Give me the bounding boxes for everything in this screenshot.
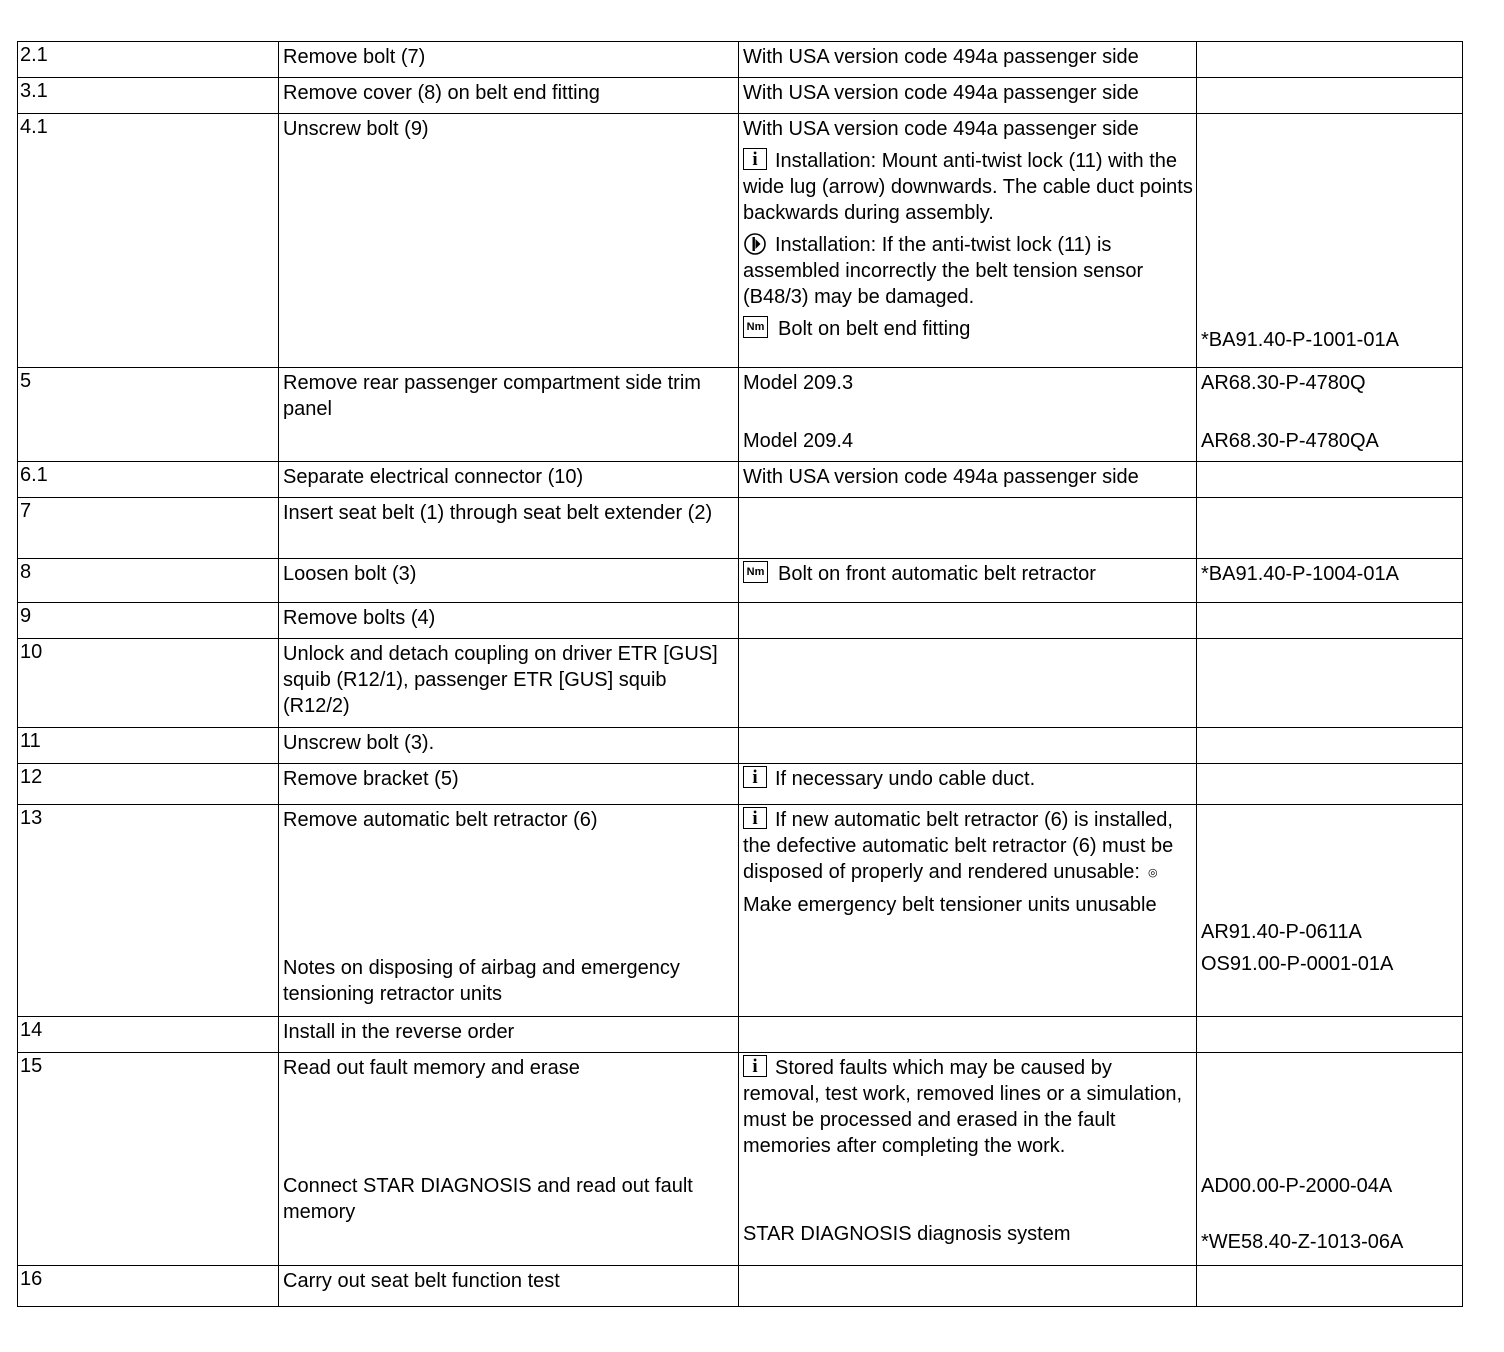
caution-icon bbox=[743, 232, 767, 256]
warning-label: Installation: bbox=[775, 234, 877, 256]
step-action: Separate electrical connector (10) bbox=[279, 462, 739, 498]
step-number: 2.1 bbox=[18, 42, 279, 78]
torque-text: Bolt on front automatic belt retractor bbox=[778, 563, 1096, 585]
table-row bbox=[18, 114, 1463, 368]
torque-nm-icon: Nm bbox=[743, 316, 768, 338]
table-row bbox=[18, 764, 1463, 805]
table-row bbox=[18, 42, 1463, 78]
reference-link[interactable]: AD00.00-P-2000-04A bbox=[1201, 1175, 1393, 1197]
step-reference bbox=[1197, 42, 1463, 78]
step-action: Remove bracket (5) bbox=[279, 764, 739, 805]
step-action: Insert seat belt (1) through seat belt extender (2) bbox=[279, 498, 739, 559]
torque-text: Bolt on belt end fitting bbox=[778, 318, 971, 340]
reference-link[interactable]: AR68.30-P-4780Q bbox=[1201, 372, 1366, 394]
table-row bbox=[18, 1017, 1463, 1053]
reference-link[interactable]: OS91.00-P-0001-01A bbox=[1201, 953, 1394, 975]
step-info-cell bbox=[739, 368, 1197, 462]
table-row bbox=[18, 1266, 1463, 1307]
step-action: Unlock and detach coupling on driver ETR [GUS] squib (R12/1), passenger ETR [GUS] squib (R12/2) bbox=[279, 639, 739, 728]
step-reference bbox=[1197, 498, 1463, 559]
step-info: With USA version code 494a passenger side bbox=[739, 42, 1197, 78]
step-number: 14 bbox=[18, 1017, 279, 1053]
step-action: Loosen bolt (3) bbox=[279, 559, 739, 603]
step-number: 9 bbox=[18, 603, 279, 639]
step-number: 7 bbox=[18, 498, 279, 559]
step-info-cell bbox=[739, 114, 1197, 368]
repair-instructions-table-wrapper bbox=[17, 41, 1463, 1307]
step-number: 8 bbox=[18, 559, 279, 603]
reference-link[interactable]: *BA91.40-P-1004-01A bbox=[1201, 563, 1399, 585]
step-number: 12 bbox=[18, 764, 279, 805]
step-reference bbox=[1197, 1017, 1463, 1053]
warning-text: If the anti-twist lock (11) is assembled incorrectly the belt tension sensor (B48/3) may be damaged. bbox=[743, 234, 1144, 308]
step-info bbox=[739, 728, 1197, 764]
step-reference-cell bbox=[1197, 368, 1463, 462]
step-number: 6.1 bbox=[18, 462, 279, 498]
step-info-cell bbox=[739, 1053, 1197, 1266]
table-row bbox=[18, 603, 1463, 639]
step-reference bbox=[1197, 78, 1463, 114]
step-reference bbox=[1197, 603, 1463, 639]
info-note-icon: i bbox=[743, 766, 767, 788]
note-text: Stored faults which may be caused by removal, test work, removed lines or a simulation, must be processed and erased in the fault memories after completing the work. bbox=[743, 1057, 1183, 1157]
model-variant: Model 209.3 bbox=[743, 372, 854, 394]
step-number: 13 bbox=[18, 805, 279, 1017]
step-reference bbox=[1197, 1266, 1463, 1307]
table-row bbox=[18, 1053, 1463, 1266]
step-action: Carry out seat belt function test bbox=[279, 1266, 739, 1307]
info-note-icon: i bbox=[743, 1055, 767, 1077]
copyright-symbol-icon: ◎ bbox=[1147, 866, 1158, 879]
note-text: Mount anti-twist lock (11) with the wide lug (arrow) downwards. The cable duct points backwards during assembly. bbox=[743, 150, 1193, 224]
step-info bbox=[739, 1266, 1197, 1307]
step-info: Make emergency belt tensioner units unusable bbox=[743, 893, 1157, 916]
step-action: Remove bolts (4) bbox=[279, 603, 739, 639]
disposal-note bbox=[743, 807, 1193, 886]
table-row bbox=[18, 462, 1463, 498]
step-number: 5 bbox=[18, 368, 279, 462]
step-reference-cell bbox=[1197, 559, 1463, 603]
step-reference-cell bbox=[1197, 114, 1463, 368]
fault-note bbox=[743, 1055, 1193, 1159]
step-action: Unscrew bolt (3). bbox=[279, 728, 739, 764]
step-action-secondary: Connect STAR DIAGNOSIS and read out fault memory bbox=[283, 1175, 693, 1223]
info-note-icon: i bbox=[743, 148, 767, 170]
installation-note bbox=[743, 148, 1193, 226]
torque-spec bbox=[743, 316, 1193, 342]
step-action: Remove automatic belt retractor (6) bbox=[283, 809, 598, 831]
step-reference bbox=[1197, 639, 1463, 728]
step-number: 11 bbox=[18, 728, 279, 764]
step-info-cell bbox=[739, 805, 1197, 1017]
step-action-cell bbox=[279, 805, 739, 1017]
table-row bbox=[18, 78, 1463, 114]
repair-steps-table bbox=[17, 41, 1463, 1307]
table-row bbox=[18, 639, 1463, 728]
step-action: Install in the reverse order bbox=[279, 1017, 739, 1053]
info-note-icon: i bbox=[743, 807, 767, 829]
reference-link[interactable]: *BA91.40-P-1001-01A bbox=[1201, 329, 1399, 351]
step-info: STAR DIAGNOSIS diagnosis system bbox=[743, 1223, 1071, 1245]
installation-warning bbox=[743, 232, 1193, 310]
step-info: With USA version code 494a passenger side bbox=[739, 462, 1197, 498]
table-row bbox=[18, 498, 1463, 559]
table-row bbox=[18, 728, 1463, 764]
step-number: 16 bbox=[18, 1266, 279, 1307]
table-row bbox=[18, 368, 1463, 462]
step-info: With USA version code 494a passenger side bbox=[743, 118, 1139, 140]
table-row bbox=[18, 805, 1463, 1017]
model-variant: Model 209.4 bbox=[743, 430, 854, 452]
step-reference bbox=[1197, 728, 1463, 764]
step-action-cell bbox=[279, 1053, 739, 1266]
step-number: 10 bbox=[18, 639, 279, 728]
reference-link[interactable]: AR91.40-P-0611A bbox=[1201, 921, 1362, 943]
step-info bbox=[739, 498, 1197, 559]
step-number: 3.1 bbox=[18, 78, 279, 114]
step-reference-cell bbox=[1197, 1053, 1463, 1266]
step-reference bbox=[1197, 462, 1463, 498]
step-reference-cell bbox=[1197, 805, 1463, 1017]
step-info-cell bbox=[739, 559, 1197, 603]
note-text: If necessary undo cable duct. bbox=[775, 768, 1036, 790]
note-label: Installation: bbox=[775, 150, 877, 172]
note-text: If new automatic belt retractor (6) is installed, the defective automatic belt retractor (6) must be disposed of properly and rendered unusable: bbox=[743, 809, 1174, 883]
reference-link[interactable]: AR68.30-P-4780QA bbox=[1201, 430, 1379, 452]
step-info: With USA version code 494a passenger side bbox=[739, 78, 1197, 114]
step-number: 4.1 bbox=[18, 114, 279, 368]
step-action: Read out fault memory and erase bbox=[283, 1057, 580, 1079]
step-action-secondary: Notes on disposing of airbag and emergency tensioning retractor units bbox=[283, 957, 680, 1005]
step-info bbox=[739, 1017, 1197, 1053]
step-info bbox=[739, 603, 1197, 639]
table-row bbox=[18, 559, 1463, 603]
step-info-cell bbox=[739, 764, 1197, 805]
step-action: Unscrew bolt (9) bbox=[279, 114, 739, 368]
reference-link[interactable]: *WE58.40-Z-1013-06A bbox=[1201, 1231, 1404, 1253]
torque-nm-icon: Nm bbox=[743, 561, 768, 583]
step-action: Remove rear passenger compartment side trim panel bbox=[279, 368, 739, 462]
step-info bbox=[739, 639, 1197, 728]
step-reference bbox=[1197, 764, 1463, 805]
step-action: Remove bolt (7) bbox=[279, 42, 739, 78]
step-number: 15 bbox=[18, 1053, 279, 1266]
step-action: Remove cover (8) on belt end fitting bbox=[279, 78, 739, 114]
